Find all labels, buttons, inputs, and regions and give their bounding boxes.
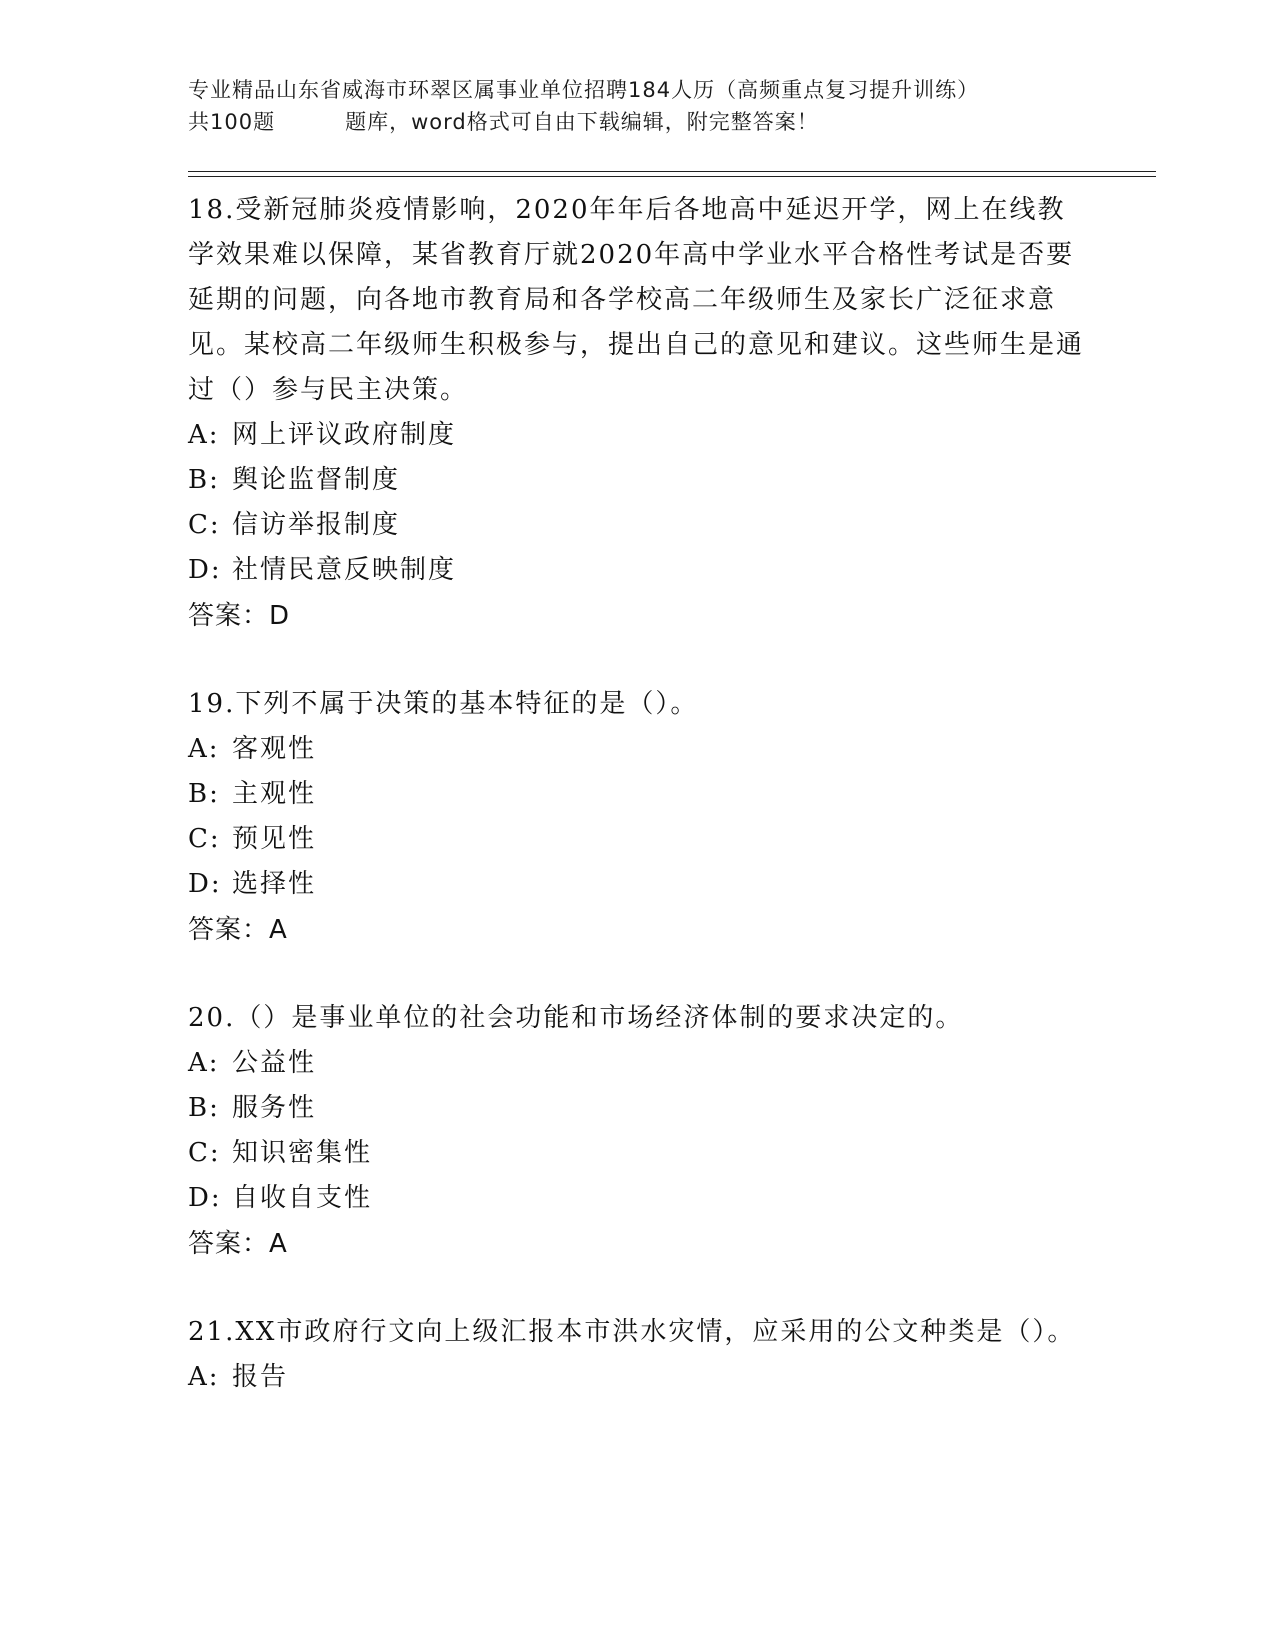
option-text: 主观性 <box>232 779 317 809</box>
option-c <box>188 817 1088 862</box>
question-list <box>188 188 1088 1442</box>
option-key: A: <box>188 1048 220 1078</box>
option-text: 舆论监督制度 <box>232 465 401 495</box>
option-key: A: <box>188 420 220 450</box>
header-divider-bottom <box>188 176 1156 177</box>
option-key: B: <box>188 465 220 495</box>
header-question-count: 共100题 <box>188 110 276 134</box>
question-stem: 18.受新冠肺炎疫情影响，2020年年后各地高中延迟开学，网上在线教学效果难以保障，某省教育厅就2020年高中学业水平合格性考试是否要延期的问题，向各地市教育局和各学校高二年级师生及家长广泛征求意见。某校高二年级师生积极参与，提出自己的意见和建议。这些师生是通过（）参与民主决策。 <box>188 195 1085 405</box>
option-text: 自收自支性 <box>232 1183 373 1213</box>
option-text: 报告 <box>232 1362 289 1392</box>
question-20 <box>188 996 1088 1268</box>
option-text: 预见性 <box>232 824 317 854</box>
question-stem: 21.XX市政府行文向上级汇报本市洪水灾情，应采用的公文种类是（）。 <box>188 1317 1076 1347</box>
question-stem: 20.（）是事业单位的社会功能和市场经济体制的要求决定的。 <box>188 1003 964 1033</box>
option-text: 选择性 <box>232 869 317 899</box>
option-key: B: <box>188 779 220 809</box>
option-d <box>188 548 1088 593</box>
option-a <box>188 727 1088 772</box>
option-c <box>188 503 1088 548</box>
question-21 <box>188 1310 1088 1400</box>
document-header <box>188 74 1088 138</box>
header-subtitle-line <box>188 106 1088 138</box>
option-d <box>188 1176 1088 1221</box>
header-title-line: 专业精品山东省威海市环翠区属事业单位招聘184人历（高频重点复习提升训练） <box>188 78 980 102</box>
header-divider-top <box>188 171 1156 172</box>
answer-line: 答案：A <box>188 915 288 945</box>
answer-line: 答案：A <box>188 1229 288 1259</box>
option-key: C: <box>188 510 221 540</box>
option-key: A: <box>188 734 220 764</box>
option-key: C: <box>188 824 221 854</box>
option-key: A: <box>188 1362 220 1392</box>
question-stem: 19.下列不属于决策的基本特征的是（）。 <box>188 689 699 719</box>
answer-line: 答案：D <box>188 601 291 631</box>
header-description: 题库，word格式可自由下载编辑，附完整答案！ <box>345 110 819 134</box>
option-b <box>188 772 1088 817</box>
option-a <box>188 413 1088 458</box>
option-text: 社情民意反映制度 <box>232 555 457 585</box>
option-text: 客观性 <box>232 734 317 764</box>
option-text: 信访举报制度 <box>232 510 401 540</box>
option-b <box>188 1086 1088 1131</box>
question-18 <box>188 188 1088 640</box>
option-text: 公益性 <box>232 1048 317 1078</box>
option-key: D: <box>188 1183 222 1213</box>
option-text: 服务性 <box>232 1093 317 1123</box>
question-19 <box>188 682 1088 954</box>
option-b <box>188 458 1088 503</box>
option-a <box>188 1355 1088 1400</box>
option-text: 网上评议政府制度 <box>232 420 457 450</box>
option-key: D: <box>188 869 222 899</box>
option-c <box>188 1131 1088 1176</box>
option-key: C: <box>188 1138 221 1168</box>
option-key: D: <box>188 555 222 585</box>
option-text: 知识密集性 <box>232 1138 373 1168</box>
option-a <box>188 1041 1088 1086</box>
option-d <box>188 862 1088 907</box>
option-key: B: <box>188 1093 220 1123</box>
